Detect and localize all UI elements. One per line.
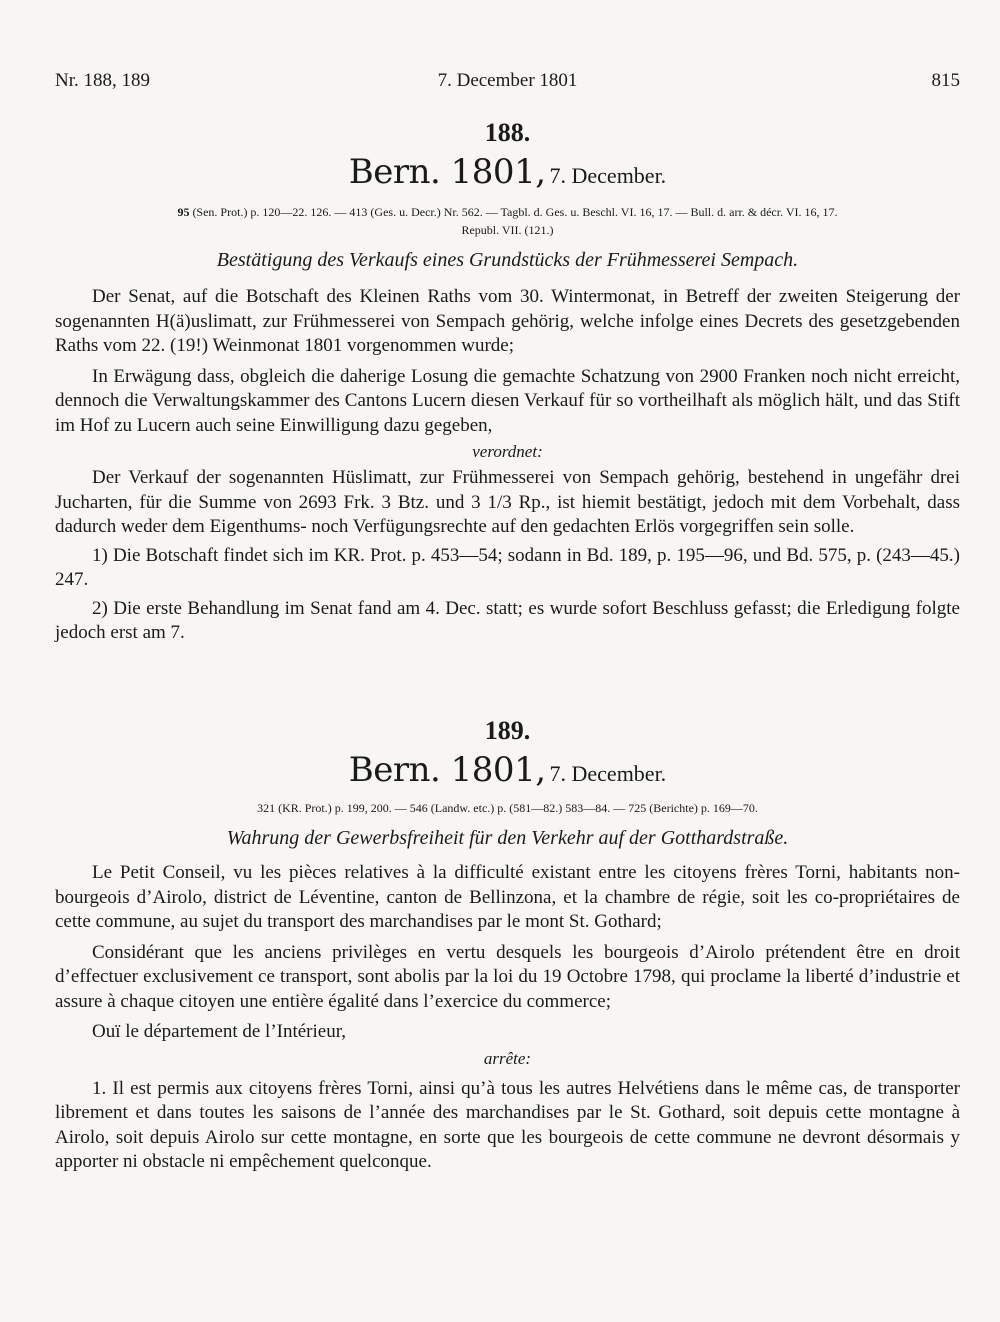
doc-189-place-year: Bern. 1801, [348, 750, 546, 790]
page-number: 815 [931, 70, 960, 91]
doc-189-arrete: arrête: [483, 1048, 532, 1068]
doc-188-ref-line2: Republ. VII. (121.) [461, 223, 554, 237]
doc-188-ref-line1: (Sen. Prot.) p. 120—22. 126. — 413 (Ges. u. Decr.) Nr. 562. — Tagbl. d. Ges. u. Beschl. VI. 16, 17. — Bull. d. arr. & décr. VI. 16, 17. [192, 205, 838, 219]
doc-189-number: 189. [484, 716, 531, 745]
doc-188-body [55, 285, 960, 646]
doc-189-para2: Considérant que les anciens privilèges en vertu desquels les bourgeois d’Airolo prétendent être en droit d’effectuer exclusivement ce transport, sont abolis par la loi du 19 Octobre 1798, qui proclame la liberté d’industrie et assure à chaque citoyen une entière égalité dans l’exercice du commerce; [55, 941, 960, 1012]
doc-189-body [55, 861, 960, 1175]
header-doc-numbers: Nr. 188, 189 [55, 70, 150, 91]
doc-188-para3: Der Verkauf der sogenannten Hüslimatt, zur Frühmesserei von Sempach gehörig, bestehend in ungefähr drei Jucharten, für die Summe von 2693 Frk. 3 Btz. und 3 1/3 Rp., ist hiemit bestätigt, jedoch mit dem Vorbehalt, dass dadurch weder dem Eigenthums- noch Verfügungsrechte auf den gedachten Erlös vorgegriffen sein solle. [55, 467, 960, 537]
doc-188-para2: In Erwägung dass, obgleich die daherige Losung die gemachte Schatzung von 2900 Franken noch nicht erreicht, dennoch die Verwaltungskammer des Cantons Lucern diesen Verkauf für so vortheilhaft als möglich hält, und das Stift im Hof zu Lucern auch seine Einwilligung dazu gegeben, [55, 365, 960, 436]
document-188 [55, 118, 960, 646]
doc-189-date: 7. December. [549, 761, 667, 786]
doc-188-note2: 2) Die erste Behandlung im Senat fand am 4. Dec. statt; es wurde sofort Beschluss gefasst; die Erledigung folgte jedoch erst am 7. [55, 597, 960, 643]
doc-188-date: 7. December. [549, 163, 667, 188]
doc-189-heading [55, 748, 960, 799]
doc-188-notes [55, 544, 960, 646]
doc-188-number: 188. [484, 118, 531, 147]
document-189 [55, 716, 960, 1175]
doc-188-para1: Der Senat, auf die Botschaft des Kleinen Raths vom 30. Wintermonat, in Betreff der zweiten Steigerung der sogenannten H(ä)uslimatt, zur Frühmesserei von Sempach gehörig, welche infolge eines Decrets des gesetzgebenden Raths vom 22. (19!) Weinmonat 1801 vorgenommen wurde; [55, 286, 960, 356]
doc-188-ref-prefix: 95 [177, 205, 190, 219]
doc-189-para4: 1. Il est permis aux citoyens frères Torni, ainsi qu’à tous les autres Helvétiens dans le même cas, de transporter librement et dans toutes les saisons de l’année des marchandises par le St. Gothard, soit depuis cette montagne à Airolo, soit depuis Airolo sur cette montagne, en sorte que les bourgeois de cette commune ne devront désormais y apporter ni obstacle ni empêchement quelconque. [55, 1077, 960, 1172]
doc-189-para3: Ouï le département de l’Intérieur, [92, 1021, 347, 1042]
doc-188-references [55, 203, 960, 239]
doc-189-title: Wahrung der Gewerbsfreiheit für den Verkehr auf der Gotthardstraße. [226, 827, 789, 849]
doc-188-heading [55, 150, 960, 201]
doc-188-place-year: Bern. 1801, [348, 152, 546, 192]
running-head [55, 70, 960, 100]
doc-189-references [55, 799, 960, 817]
doc-188-note1: 1) Die Botschaft findet sich im KR. Prot. p. 453—54; sodann in Bd. 189, p. 195—96, und Bd. 575, p. (243—45.) 247. [55, 544, 960, 590]
doc-188-title: Bestätigung des Verkaufs eines Grundstücks der Frühmesserei Sempach. [216, 249, 799, 271]
header-date: 7. December 1801 [437, 70, 578, 91]
doc-188-verordnet: verordnet: [472, 442, 543, 461]
doc-189-ref-line1: 321 (KR. Prot.) p. 199, 200. — 546 (Landw. etc.) p. (581—82.) 583—84. — 725 (Berichte) p. 169—70. [257, 801, 758, 815]
doc-189-para1: Le Petit Conseil, vu les pièces relatives à la difficulté existant entre les citoyens frères Torni, habitants non-bourgeois d’Airolo, district de Léventine, canton de Bellinzona, et la chambre de régie, soit les co-propriétaires de cette commune, au sujet du transport des marchandises par le mont St. Gothard; [55, 862, 960, 932]
